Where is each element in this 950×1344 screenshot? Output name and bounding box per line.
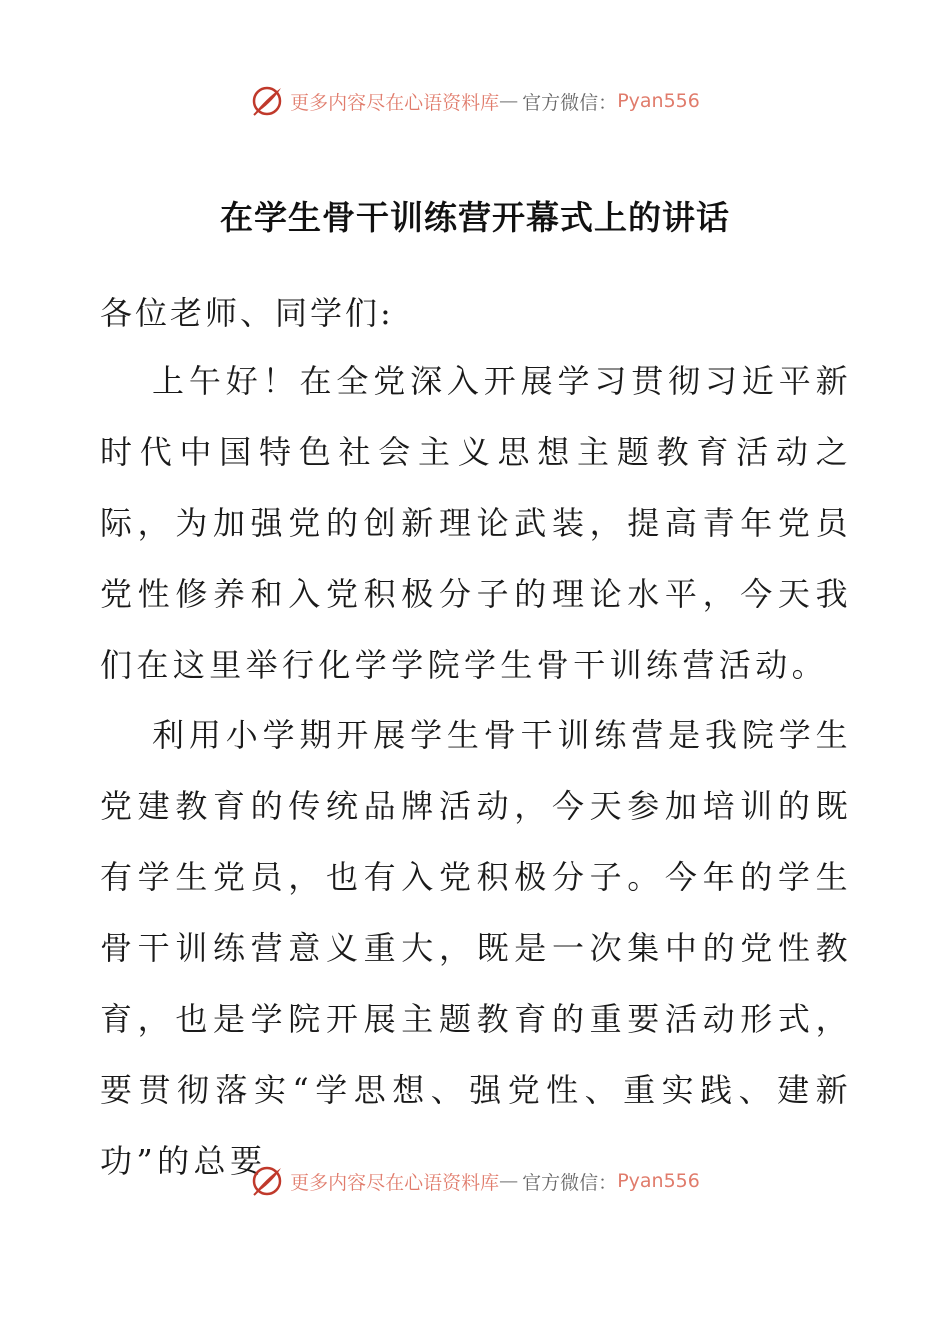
watermark-text: 更多内容尽在心语资料库 (290, 1171, 500, 1194)
watermark-wechat-label: 官方微信： (522, 1171, 618, 1194)
document-title: 在学生骨干训练营开幕式上的讲话 (220, 198, 730, 237)
watermark-wechat-label: 官方微信： (522, 91, 618, 114)
watermark-text: 更多内容尽在心语资料库 (290, 91, 500, 114)
footer-watermark (0, 1164, 950, 1198)
quill-pen-logo-icon (250, 1164, 284, 1198)
watermark-dash: — (499, 1170, 519, 1192)
watermark-wechat-id: Pyan556 (617, 90, 700, 112)
watermark-wechat-id: Pyan556 (617, 1170, 700, 1192)
body-paragraph-1: 上午好！在全党深入开展学习贯彻习近平新时代中国特色社会主义思想主题教育活动之际，为加强党的创新理论武装，提高青年党员党性修养和入党积极分子的理论水平，今天我们在这里举行化学学院学生骨干训练营活动。 (100, 362, 852, 684)
body-paragraph-2: 利用小学期开展学生骨干训练营是我院学生党建教育的传统品牌活动，今天参加培训的既有学生党员，也有入党积极分子。今年的学生骨干训练营意义重大，既是一次集中的党性教育，也是学院开展主题教育的重要活动形式，要贯彻落实“学思想、强党性、重实践、建新功”的总要 (100, 716, 852, 1180)
quill-pen-logo-icon (250, 84, 284, 118)
watermark-dash: — (499, 90, 519, 112)
header-watermark (0, 84, 950, 118)
salutation: 各位老师、同学们: (100, 294, 394, 332)
